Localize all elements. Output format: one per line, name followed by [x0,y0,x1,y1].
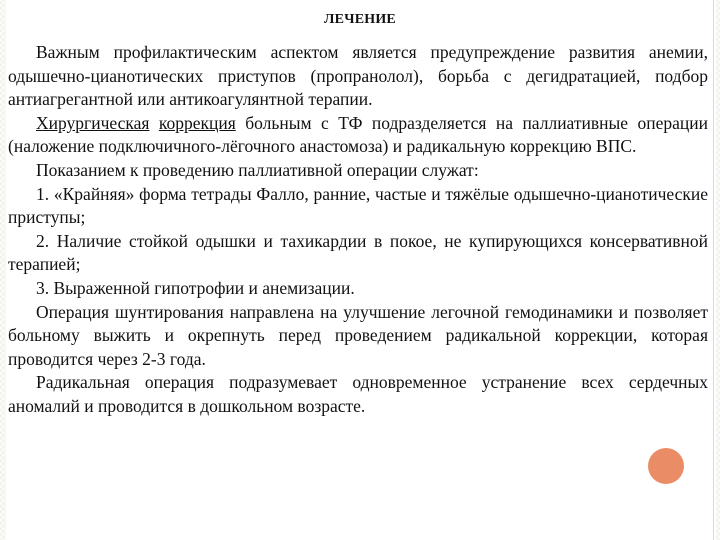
list-item-2: 2. Наличие стойкой одышки и тахикардии в покое, не купирующихся консервативной терапией; [8,230,708,275]
decorative-orange-circle [648,448,684,484]
paragraph-surgical-correction [8,112,708,159]
list-item-1: 1. «Крайняя» форма тетрады Фалло, ранние, частые и тяжёлые одышечно-цианотические приступы; [8,183,708,228]
paragraph-indications: Показанием к проведению паллиативной операции служат: [36,159,479,180]
underlined-word-surgical: Хирургическая [36,112,150,133]
paragraph-radical-operation: Радикальная операция подразумевает одновременное устранение всех сердечных аномалий и проводится в дошкольном возрасте. [8,372,708,416]
paragraph-shunt-operation: Операция шунтирования направлена на улучшение легочной гемодинамики и позволяет больному выжить и окрепнуть перед проведением радикальной коррекции, которая проводится через 2-3 года. [8,301,708,369]
underlined-word-correction: коррекция [158,112,236,133]
right-border-line [713,0,714,540]
paragraph-surgical-rest: больным с ТФ подразделяется на паллиативные операции (наложение подключичного-лёгочного анастомоза) и радикальную коррекцию ВПС. [8,112,708,157]
slide-body [8,41,708,419]
list-item-3: 3. Выраженной гипотрофии и анемизации. [36,277,355,298]
paragraph-prevention: Важным профилактическим аспектом является предупреждение развития анемии, одышечно-цианотических приступов (пропранолол), борьба с дегидратацией, подбор антиагрегантной или антикоагулянтной терапии. [8,42,708,110]
slide-title: ЛЕЧЕНИЕ [324,12,396,27]
